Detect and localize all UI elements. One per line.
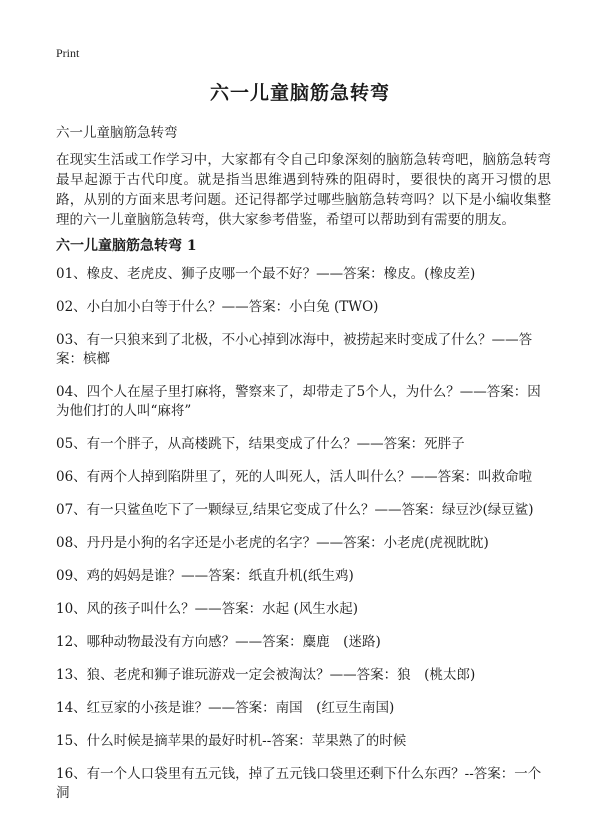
riddle-item: 03、有一只狼来到了北极，不小心掉到冰海中，被捞起来时变成了什么？——答案：槟榔 [56,332,533,367]
document-subtitle: 六一儿童脑筋急转弯 [56,125,178,141]
riddle-item: 13、狼、老虎和狮子谁玩游戏一定会被淘汰？——答案：狼 (桃太郎) [56,667,476,683]
riddle-item: 15、什么时候是摘苹果的最好时机--答案：苹果熟了的时候 [56,733,407,749]
riddle-item: 04、四个人在屋子里打麻将，警察来了，却带走了5个人，为什么？——答案：因为他们打的人叫“麻将” [56,384,541,419]
print-link[interactable]: Print [56,46,80,60]
riddle-item: 08、丹丹是小狗的名字还是小老虎的名字？——答案：小老虎(虎视眈眈) [56,535,489,551]
riddle-item: 06、有两个人掉到陷阱里了，死的人叫死人，活人叫什么？——答案：叫救命啦 [56,469,533,485]
riddle-item: 09、鸡的妈妈是谁？——答案：纸直升机(纸生鸡) [56,568,354,584]
section-heading: 六一儿童脑筋急转弯 1 [56,238,197,254]
riddle-list [56,265,546,817]
document-title: 六一儿童脑筋急转弯 [209,82,390,104]
riddle-item: 16、有一个人口袋里有五元钱，掉了五元钱口袋里还剩下什么东西？--答案：一个洞 [56,766,542,801]
riddle-item: 02、小白加小白等于什么？——答案：小白兔 (TWO) [56,299,379,315]
riddle-item: 14、红豆家的小孩是谁？——答案：南国 (红豆生南国) [56,700,395,716]
riddle-item: 07、有一只鲨鱼吃下了一颗绿豆,结果它变成了什么？——答案：绿豆沙(绿豆鲨) [56,502,534,518]
riddle-item: 05、有一个胖子，从高楼跳下，结果变成了什么？——答案：死胖子 [56,436,465,452]
intro-paragraph: 在现实生活或工作学习中，大家都有令自己印象深刻的脑筋急转弯吧，脑筋急转弯最早起源于古代印度。就是指当思维遇到特殊的阻碍时，要很快的离开习惯的思路，从别的方面来思考问题。还记得都学过哪些脑筋急转弯吗？以下是小编收集整理的六一儿童脑筋急转弯，供大家参考借鉴，希望可以帮助到有需要的朋友。 [56,152,551,228]
riddle-item: 12、哪种动物最没有方向感？——答案：麋鹿 (迷路) [56,634,381,650]
riddle-item: 01、橡皮、老虎皮、狮子皮哪一个最不好？——答案：橡皮。(橡皮差) [56,266,476,282]
riddle-item: 10、风的孩子叫什么？——答案：水起 (风生水起) [56,601,359,617]
